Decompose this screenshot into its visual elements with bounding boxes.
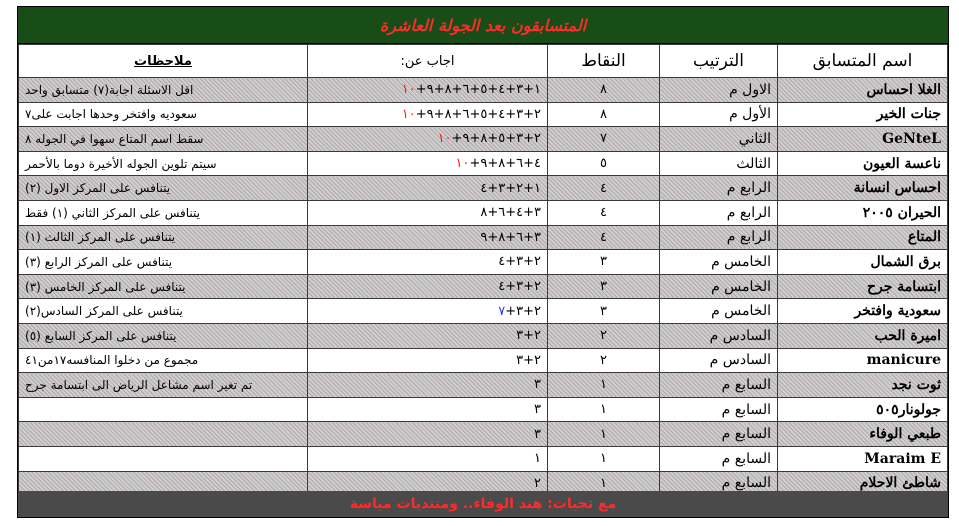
contestant-points: ٤	[548, 225, 660, 250]
contestant-points: ٨	[548, 78, 660, 103]
table-row	[19, 176, 948, 201]
contestant-answers	[308, 225, 548, 250]
contestant-points: ٧	[548, 127, 660, 152]
contestant-notes	[19, 397, 308, 422]
contestant-notes: يتنافس على المركز الخامس (٣)	[19, 274, 308, 299]
answers-text: ٢+٣+٤+٥+٦+٨+٩+	[415, 106, 541, 122]
contestant-answers	[308, 422, 548, 447]
table-row	[19, 102, 948, 127]
answers-latest-round: ١٠	[401, 82, 416, 98]
contestant-name: سعودية وافتخر	[778, 299, 948, 324]
contestant-name: الحيران ٢٠٠٥	[778, 200, 948, 225]
contestant-notes: مجموع من دخلوا المنافسه١٧من٤١	[19, 348, 308, 373]
contestant-notes: يتنافس على المركز السادس(٢)	[19, 299, 308, 324]
table-row	[19, 250, 948, 275]
contestant-points: ٣	[548, 274, 660, 299]
table-row	[19, 373, 948, 398]
contestant-points: ٤	[548, 176, 660, 201]
contestant-notes: اقل الاسئلة اجابة(٧) متسابق واحد	[19, 78, 308, 103]
contestant-notes: سقط اسم المتاع سهوا في الجوله ٨	[19, 127, 308, 152]
contestant-answers	[308, 127, 548, 152]
table-row	[19, 225, 948, 250]
contestant-name: ابتسامة جرح	[778, 274, 948, 299]
contestant-points: ١	[548, 397, 660, 422]
contestant-notes: يتنافس على المركز الاول (٢)	[19, 176, 308, 201]
table-row	[19, 274, 948, 299]
contestant-notes: يتنافس على المركز الرابع (٣)	[19, 250, 308, 275]
header-name: اسم المتسابق	[778, 45, 948, 78]
contestant-notes	[19, 446, 308, 471]
table-row	[19, 422, 948, 447]
contestant-answers	[308, 78, 548, 103]
contestant-rank: السابع م	[660, 397, 778, 422]
contestant-rank: الرابع م	[660, 225, 778, 250]
contestant-name: برق الشمال	[778, 250, 948, 275]
contestant-points: ١	[548, 471, 660, 496]
contestant-points: ١	[548, 373, 660, 398]
contestant-rank: الخامس م	[660, 250, 778, 275]
contestant-answers	[308, 151, 548, 176]
answers-text: ٤+٦+٨+٩+	[469, 156, 541, 172]
answers-text: ٣	[534, 426, 541, 442]
answers-text: ٢+٣	[516, 328, 541, 344]
answers-text: ١+٢+٣+٤	[480, 180, 541, 196]
answers-text: ٢+٣	[516, 352, 541, 368]
contestant-notes: يتنافس على المركز الثالث (١)	[19, 225, 308, 250]
contestant-rank: السادس م	[660, 348, 778, 373]
contestant-name: جنات الخير	[778, 102, 948, 127]
contestant-answers	[308, 299, 548, 324]
contestant-points: ٢	[548, 323, 660, 348]
header-rank: الترتيب	[660, 45, 778, 78]
answers-text: ٢+٣+٥+٨+٩+	[451, 131, 541, 147]
contestant-notes: يتنافس على المركز السابع (٥)	[19, 323, 308, 348]
contestant-rank: الرابع م	[660, 176, 778, 201]
answers-highlight-blue: ٧	[498, 303, 506, 319]
contestant-notes	[19, 422, 308, 447]
header-answers: اجاب عن:	[308, 45, 548, 78]
contestant-name: جولونار٥٠٥	[778, 397, 948, 422]
header-row	[19, 45, 948, 78]
answers-latest-round: ١٠	[437, 131, 452, 147]
sheet-title: المتسابقون بعد الجولة العاشرة	[18, 7, 948, 44]
answers-text: ٣	[534, 402, 541, 418]
contestant-answers	[308, 176, 548, 201]
contestant-notes: تم تغير اسم مشاعل الرياض الى ابتسامة جرح	[19, 373, 308, 398]
contestant-notes: سعوديه وافتخر وحدها اجابت على٧	[19, 102, 308, 127]
contestant-notes: يتنافس على المركز الثاني (١) فقط	[19, 200, 308, 225]
contestant-points: ١	[548, 422, 660, 447]
contestant-name: GeNteL	[778, 127, 948, 152]
contestant-rank: السادس م	[660, 323, 778, 348]
contestant-name: ناعسة العيون	[778, 151, 948, 176]
contestant-name: الغلا احساس	[778, 78, 948, 103]
contestant-points: ٣	[548, 299, 660, 324]
contestant-answers	[308, 373, 548, 398]
contestant-rank: الخامس م	[660, 299, 778, 324]
table-row	[19, 446, 948, 471]
contestant-answers	[308, 102, 548, 127]
table-row	[19, 323, 948, 348]
contestant-answers	[308, 397, 548, 422]
table-row	[19, 299, 948, 324]
contestant-rank: السابع م	[660, 373, 778, 398]
answers-text: ٢+٣+٤	[498, 254, 541, 270]
contestant-name: manicure	[778, 348, 948, 373]
contestant-answers	[308, 200, 548, 225]
table-row	[19, 151, 948, 176]
contestant-name: احساس انسانة	[778, 176, 948, 201]
standings-table	[18, 44, 948, 496]
table-row	[19, 200, 948, 225]
contestant-notes: سيتم تلوين الجوله الأخيرة دوما بالأحمر	[19, 151, 308, 176]
contestant-answers	[308, 323, 548, 348]
answers-text: ٢+٣+	[505, 303, 541, 319]
contestant-rank: السابع م	[660, 446, 778, 471]
answers-latest-round: ١٠	[455, 156, 470, 172]
contestant-answers	[308, 446, 548, 471]
table-row	[19, 348, 948, 373]
answers-text: ٢+٣+٤	[498, 279, 541, 295]
answers-text: ٣	[534, 377, 541, 393]
contestant-rank: السابع م	[660, 471, 778, 496]
contestant-points: ٢	[548, 348, 660, 373]
answers-text: ٣+٤+٦+٨	[480, 205, 541, 221]
contestant-rank: السابع م	[660, 422, 778, 447]
contestant-points: ١	[548, 446, 660, 471]
contestant-rank: الثالث	[660, 151, 778, 176]
contestant-points: ٨	[548, 102, 660, 127]
header-notes: ملاحظات	[19, 45, 308, 78]
footer-credits: مع تحيات: هند الوفاء.. ومنتديات مياسة	[18, 491, 948, 517]
contestant-rank: الخامس م	[660, 274, 778, 299]
contestant-points: ٥	[548, 151, 660, 176]
table-row	[19, 78, 948, 103]
answers-text: ١	[534, 451, 541, 467]
answers-latest-round: ١٠	[401, 106, 416, 122]
contestant-rank: الرابع م	[660, 200, 778, 225]
answers-text: ٢	[534, 475, 541, 491]
contestant-name: شاطئ الاحلام	[778, 471, 948, 496]
contestant-name: ثوت نجد	[778, 373, 948, 398]
answers-text: ١+٣+٤+٥+٦+٨+٩+	[415, 82, 541, 98]
contestant-answers	[308, 348, 548, 373]
table-row	[19, 397, 948, 422]
contestant-name: طبعي الوفاء	[778, 422, 948, 447]
header-points: النقاط	[548, 45, 660, 78]
contestant-points: ٣	[548, 250, 660, 275]
contestant-name: اميرة الحب	[778, 323, 948, 348]
contestant-answers	[308, 250, 548, 275]
contestant-rank: الاول م	[660, 78, 778, 103]
contestant-points: ٤	[548, 200, 660, 225]
contestant-rank: الأول م	[660, 102, 778, 127]
contestant-rank: الثاني	[660, 127, 778, 152]
answers-text: ٣+٦+٨+٩	[480, 229, 541, 245]
contestant-name: المتاع	[778, 225, 948, 250]
table-row	[19, 127, 948, 152]
contestant-answers	[308, 274, 548, 299]
contestant-name: Maraim E	[778, 446, 948, 471]
standings-sheet	[17, 6, 949, 518]
